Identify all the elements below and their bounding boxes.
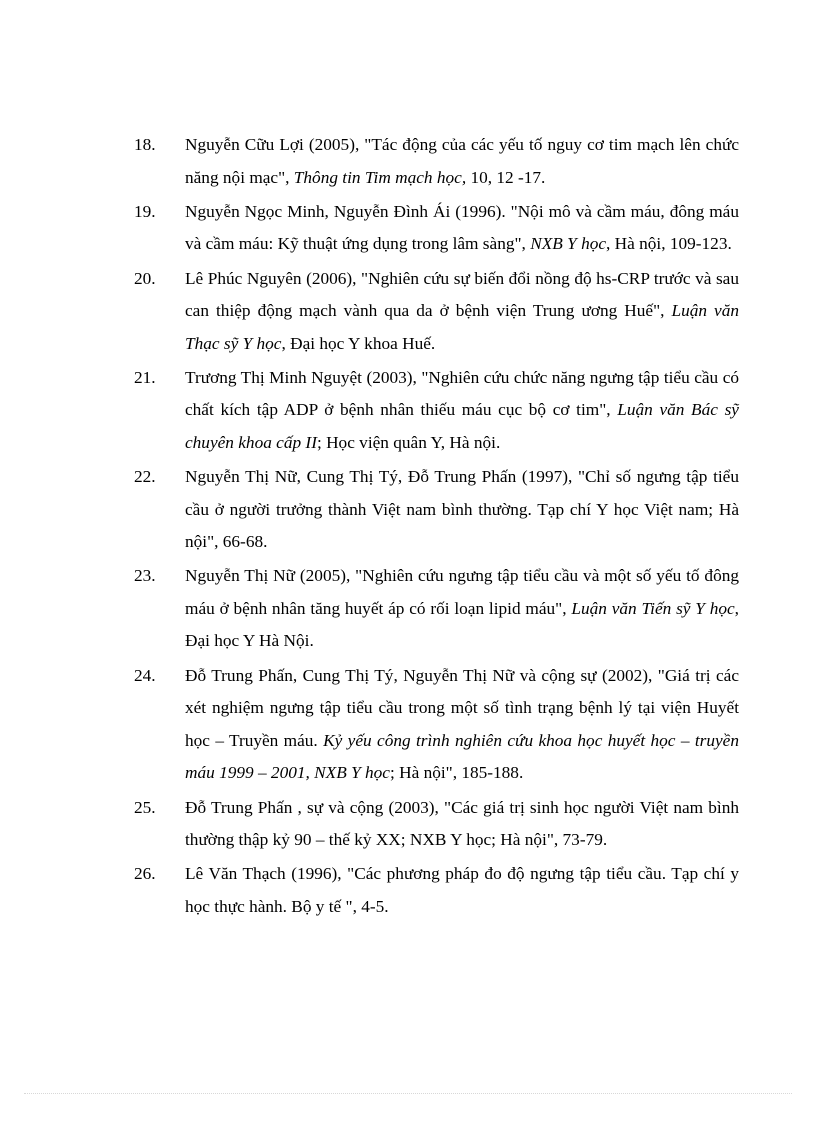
reference-item — [134, 560, 739, 658]
reference-item — [134, 196, 739, 261]
reference-item — [134, 660, 739, 790]
reference-text-part: ; Hà nội", 185-188. — [389, 763, 524, 783]
reference-number: 24. — [134, 665, 156, 685]
reference-text — [185, 368, 739, 452]
reference-text-part: Nguyễn Thị Nữ, Cung Thị Tý, Đỗ Trung Phấn (1997), "Chỉ số ngưng tập tiểu cầu ở người trưởng thành Việt nam bình thường. Tạp chí Y học Việt nam; Hà nội", 66-68. — [185, 467, 739, 552]
reference-text-part: Đỗ Trung Phấn , sự và cộng (2003), "Các giá trị sinh học người Việt nam bình thường thập kỷ 90 – thế kỷ XX; NXB Y học; Hà nội", 73-79. — [185, 797, 739, 850]
reference-text — [185, 467, 739, 551]
reference-text-part: Đỗ Trung Phấn, Cung Thị Tý, Nguyễn Thị Nữ và cộng sự (2002), "Giá trị các xét nghiệm ngưng tập tiểu cầu trong một số tình trạng bệnh lý tại viện Huyết học – Truyền máu. — [185, 665, 739, 750]
reference-source-title: Kỷ yếu công trình nghiên cứu khoa học huyết học – truyền máu 1999 – 2001, NXB Y học — [185, 730, 739, 783]
reference-list — [134, 129, 739, 925]
reference-item — [134, 263, 739, 361]
reference-text-part: Nguyễn Ngọc Minh, Nguyễn Đình Ái (1996). "Nội mô và cầm máu, đông máu và cầm máu: Kỹ thuật ứng dụng trong lâm sàng", — [185, 201, 739, 254]
reference-text-part: , Đại học Y khoa Huế. — [281, 333, 436, 353]
reference-source-title: Thông tin Tim mạch học, — [293, 167, 467, 187]
reference-number: 22. — [134, 467, 156, 487]
reference-text-part: Trương Thị Minh Nguyệt (2003), "Nghiên cứu chức năng ngưng tập tiểu cầu có chất kích tập ADP ở bệnh nhân thiếu máu cục bộ cơ tim", — [185, 367, 739, 420]
reference-number: 18. — [134, 135, 156, 154]
reference-number: 21. — [134, 367, 156, 387]
reference-text-part: , Hà nội, 109-123. — [606, 234, 732, 254]
reference-item — [134, 792, 739, 857]
reference-text-part: Nguyễn Cữu Lợi (2005), "Tác động của các yếu tố nguy cơ tim mạch lên chức năng nội mạc", — [185, 135, 739, 187]
reference-item — [134, 461, 739, 559]
reference-number: 23. — [134, 566, 156, 586]
reference-text — [185, 269, 739, 353]
page-footer-divider — [24, 1093, 792, 1094]
reference-text-part: Lê Văn Thạch (1996), "Các phương pháp đo độ ngưng tập tiểu cầu. Tạp chí y học thực hành. Bộ y tế ", 4-5. — [185, 864, 739, 916]
reference-source-title: Luận văn Bác sỹ chuyên khoa cấp II — [185, 400, 739, 452]
reference-text-part: 10, 12 -17. — [466, 167, 546, 187]
reference-source-title: Luận văn Tiến sỹ Y học — [571, 598, 735, 618]
reference-text — [185, 864, 739, 916]
reference-text-part: Nguyễn Thị Nữ (2005), "Nghiên cứu ngưng tập tiểu cầu và một số yếu tố đông máu ở bệnh nhân tăng huyết áp có rối loạn lipid máu", — [185, 566, 739, 618]
reference-source-title: Luận văn Thạc sỹ Y học — [185, 301, 739, 353]
reference-number: 20. — [134, 268, 156, 288]
reference-text — [185, 798, 739, 850]
reference-text — [185, 202, 739, 254]
reference-number: 26. — [134, 864, 156, 884]
reference-text-part: Lê Phúc Nguyên (2006), "Nghiên cứu sự biến đổi nồng độ hs-CRP trước và sau can thiệp động mạch vành qua da ở bệnh viện Trung ương Huế", — [185, 268, 739, 321]
reference-source-title: NXB Y học — [530, 234, 607, 254]
reference-text — [185, 566, 739, 650]
reference-text — [185, 135, 739, 187]
reference-item — [134, 129, 739, 194]
reference-number: 19. — [134, 201, 156, 221]
reference-number: 25. — [134, 797, 156, 817]
reference-item — [134, 858, 739, 923]
reference-text — [185, 666, 739, 783]
reference-text-part: ; Học viện quân Y, Hà nội. — [316, 432, 501, 452]
reference-item — [134, 362, 739, 460]
reference-text-part: , Đại học Y Hà Nội. — [185, 598, 739, 651]
